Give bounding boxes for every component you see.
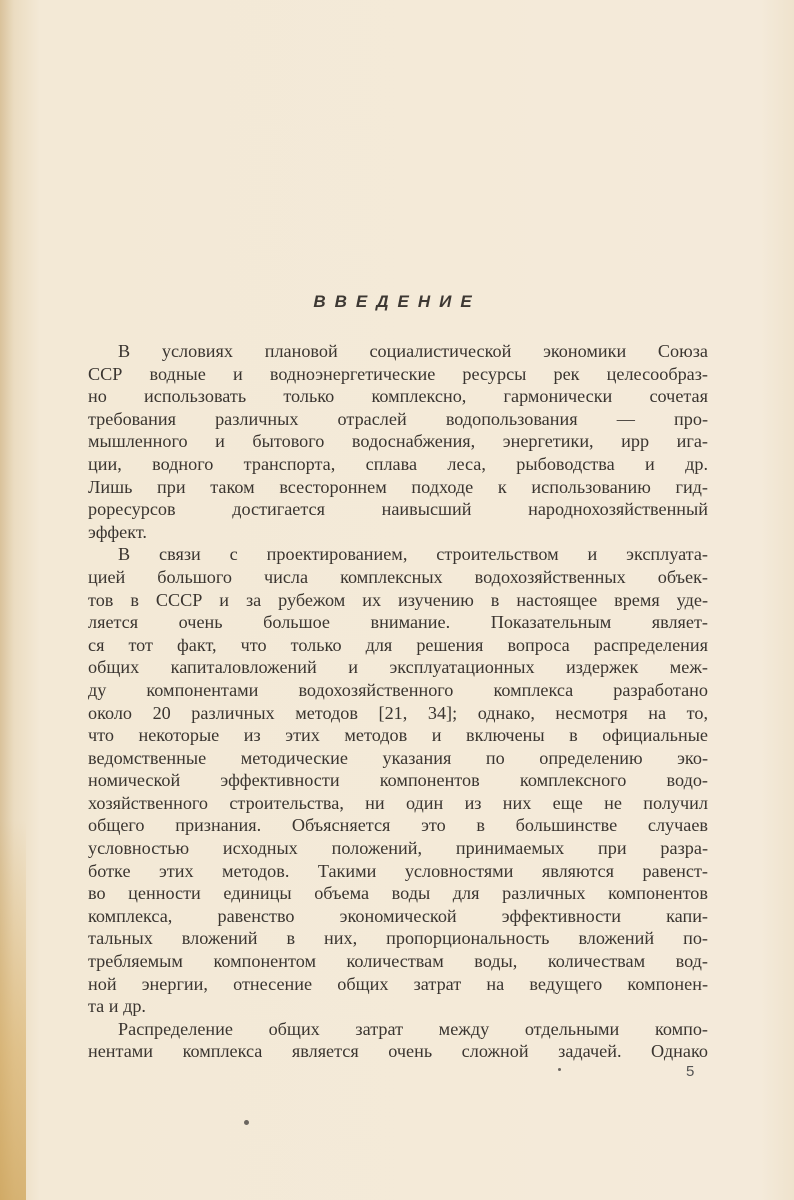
text-line: В связи с проектированием, строительством и эксплуата- xyxy=(118,544,708,565)
text-line: тов в СССР и за рубежом их изучению в настоящее время уде- xyxy=(88,589,708,610)
text-line: ся тот факт, что только для решения вопроса распределения xyxy=(88,634,708,655)
text-line: тальных вложений в них, пропорциональность вложений по- xyxy=(88,928,708,949)
text-line: В условиях плановой социалистической экономики Союза xyxy=(118,341,708,361)
text-line: ССР водные и водноэнергетические ресурсы рек целесообраз- xyxy=(88,363,708,384)
text-line: требляемым компонентом количествам воды, количествам вод- xyxy=(88,951,708,972)
text-line: условностью исходных положений, принимаемых при разра- xyxy=(88,838,708,859)
text-line: номической эффективности компонентов комплексного водо- xyxy=(88,770,708,791)
text-line: та и др. xyxy=(88,996,146,1017)
text-line: цией большого числа комплексных водохозяйственных объек- xyxy=(88,566,708,587)
text-line: во ценности единицы объема воды для различных компонентов xyxy=(88,883,708,904)
text-line: Лишь при таком всестороннем подходе к использованию гид- xyxy=(88,476,708,497)
text-line: что некоторые из этих методов и включены в официальные xyxy=(88,725,708,746)
text-line: около 20 различных методов [21, 34]; однако, несмотря на то, xyxy=(88,702,708,723)
text-line: требования различных отраслей водопользования — про- xyxy=(88,408,708,429)
text-line: мышленного и бытового водоснабжения, энергетики, ирр ига- xyxy=(88,431,708,452)
text-line: хозяйственного строительства, ни один из них еще не получил xyxy=(88,792,708,813)
text-line: ведомственные методические указания по определению эко- xyxy=(88,747,708,768)
ink-speck xyxy=(244,1120,249,1125)
text-line: Распределение общих затрат между отдельными компо- xyxy=(118,1018,708,1039)
spine-stain xyxy=(0,820,26,1200)
text-line: комплекса, равенство экономической эффективности капи- xyxy=(88,905,708,926)
text-line: ботке этих методов. Такими условностями являются равенст- xyxy=(88,860,708,881)
chapter-heading: ВВЕДЕНИЕ xyxy=(313,292,481,311)
text-line: общих капиталовложений и эксплуатационных издержек меж- xyxy=(88,657,708,678)
text-line: эффект. xyxy=(88,521,147,542)
text-line: ции, водного транспорта, сплава леса, рыбоводства и др. xyxy=(88,453,708,474)
text-line: общего признания. Объясняется это в большинстве случаев xyxy=(88,815,708,836)
text-line: ляется очень большое внимание. Показательным являет- xyxy=(88,612,708,633)
ink-speck xyxy=(558,1068,561,1071)
body-text xyxy=(88,340,708,1063)
text-line: роресурсов достигается наивысший народнохозяйственный xyxy=(88,499,708,520)
text-line: нентами комплекса является очень сложной задачей. Однако xyxy=(88,1041,708,1062)
page-number: 5 xyxy=(686,1063,695,1080)
text-line: но использовать только комплексно, гармонически сочетая xyxy=(88,386,708,407)
text-line: ной энергии, отнесение общих затрат на ведущего компонен- xyxy=(88,973,708,994)
text-line: ду компонентами водохозяйственного комплекса разработано xyxy=(88,679,708,700)
